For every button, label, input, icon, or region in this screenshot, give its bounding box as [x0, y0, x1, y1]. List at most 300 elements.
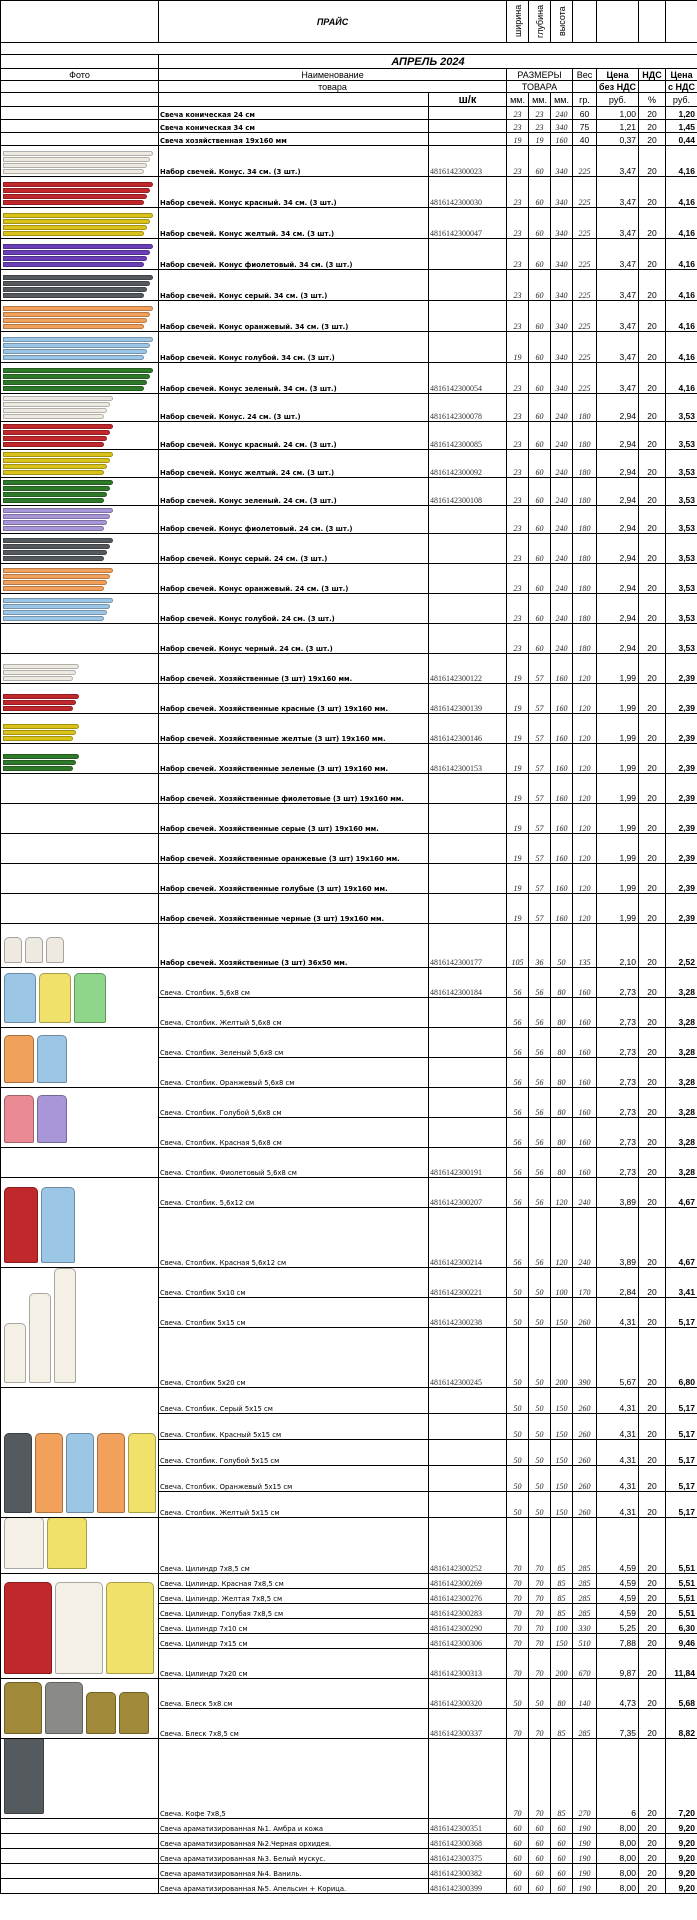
pillar-candle	[4, 1433, 32, 1513]
candle-photo	[1, 1518, 159, 1574]
taper-candle	[3, 151, 153, 156]
size-depth: 57	[529, 834, 551, 864]
size-depth: 50	[529, 1388, 551, 1414]
barcode	[429, 834, 507, 864]
vat-rate: 20	[639, 1298, 666, 1328]
product-name: Свеча. Цилиндр 7х10 см	[159, 1619, 429, 1634]
col-sizes-sub: ТОВАРА	[507, 81, 573, 93]
price-without-vat: 4,31	[597, 1492, 639, 1518]
weight: 285	[573, 1604, 597, 1619]
weight: 120	[573, 684, 597, 714]
spacer-row	[1, 43, 697, 55]
barcode	[429, 1088, 507, 1118]
barcode: 4816142300078	[429, 394, 507, 422]
size-depth: 50	[529, 1298, 551, 1328]
size-height: 100	[551, 1268, 573, 1298]
candle-photo	[1, 744, 159, 774]
size-width: 23	[507, 270, 529, 301]
size-width: 105	[507, 924, 529, 968]
weight: 225	[573, 177, 597, 208]
size-width: 56	[507, 1208, 529, 1268]
pillar-candles-image	[4, 1095, 67, 1143]
product-name: Набор свечей. Конус зеленый. 24 см. (3 шт.)	[159, 478, 429, 506]
price-with-vat: 2,52	[666, 924, 697, 968]
size-height: 80	[551, 968, 573, 998]
price-with-vat: 3,53	[666, 594, 697, 624]
vat-rate: 20	[639, 1619, 666, 1634]
col-vat: НДС	[639, 69, 666, 81]
barcode	[429, 270, 507, 301]
product-name: Свеча. Цилиндр. Красная 7х8,5 см	[159, 1574, 429, 1589]
price-with-vat: 3,53	[666, 422, 697, 450]
candle-photo	[1, 684, 159, 714]
price-without-vat: 2,94	[597, 564, 639, 594]
col-weight-sub	[573, 81, 597, 93]
price-without-vat: 4,31	[597, 1440, 639, 1466]
photo-cell	[1, 864, 159, 894]
price-with-vat: 9,20	[666, 1819, 697, 1834]
pillar-candle	[37, 1035, 67, 1083]
size-depth: 60	[529, 534, 551, 564]
weight: 120	[573, 804, 597, 834]
size-depth: 57	[529, 864, 551, 894]
size-height: 80	[551, 998, 573, 1028]
pillar-candle	[45, 1682, 83, 1734]
vat-rate: 20	[639, 1634, 666, 1649]
candle-set-image	[3, 181, 153, 205]
product-name: Свеча. Столбик. 5,6х8 см	[159, 968, 429, 998]
size-depth: 60	[529, 1849, 551, 1864]
candle-set-image	[3, 367, 153, 391]
taper-candle	[3, 324, 144, 329]
taper-candle	[3, 374, 150, 379]
barcode: 4816142300337	[429, 1709, 507, 1739]
candle-set-image	[3, 567, 113, 591]
price-with-vat: 3,28	[666, 1088, 697, 1118]
barcode: 4816142300085	[429, 422, 507, 450]
size-depth: 60	[529, 177, 551, 208]
barcode: 4816142300153	[429, 744, 507, 774]
size-height: 60	[551, 1864, 573, 1879]
pillar-candle	[55, 1582, 103, 1674]
table-row	[1, 107, 697, 120]
vat-rate: 20	[639, 1864, 666, 1879]
title-blank-5	[666, 1, 697, 43]
price-without-vat: 2,94	[597, 506, 639, 534]
candle-photo	[1, 478, 159, 506]
col-barcode: ш/к	[429, 93, 507, 107]
size-width: 70	[507, 1739, 529, 1819]
size-height: 150	[551, 1414, 573, 1440]
col-name-sub: товара	[159, 81, 507, 93]
product-name: Свеча. Столбик. Оранжевый 5,6х8 см	[159, 1058, 429, 1088]
vat-rate: 20	[639, 506, 666, 534]
size-width: 19	[507, 684, 529, 714]
vat-rate: 20	[639, 208, 666, 239]
taper-candle	[3, 262, 144, 267]
weight: 160	[573, 1148, 597, 1178]
size-height: 85	[551, 1589, 573, 1604]
price-without-vat: 1,00	[597, 107, 639, 120]
table-row	[1, 363, 697, 394]
vat-rate: 20	[639, 239, 666, 270]
taper-candle	[3, 408, 107, 413]
size-height: 160	[551, 744, 573, 774]
table-row	[1, 1739, 697, 1819]
weight: 190	[573, 1864, 597, 1879]
table-row	[1, 478, 697, 506]
size-height: 60	[551, 1849, 573, 1864]
photo-cell	[1, 133, 159, 146]
size-width: 50	[507, 1298, 529, 1328]
vat-rate: 20	[639, 1088, 666, 1118]
size-depth: 60	[529, 1864, 551, 1879]
price-without-vat: 2,73	[597, 968, 639, 998]
vat-rate: 20	[639, 1058, 666, 1088]
price-with-vat: 9,46	[666, 1634, 697, 1649]
price-without-vat: 1,99	[597, 864, 639, 894]
candle-photo	[1, 594, 159, 624]
price-with-vat: 3,28	[666, 1028, 697, 1058]
price-with-vat: 3,41	[666, 1268, 697, 1298]
vat-rate: 20	[639, 1268, 666, 1298]
unit-rub-vat: руб.	[666, 93, 697, 107]
taper-candle	[3, 514, 110, 519]
vat-rate: 20	[639, 1834, 666, 1849]
weight: 160	[573, 1058, 597, 1088]
taper-candle	[3, 281, 150, 286]
pillar-candle	[106, 1582, 154, 1674]
size-depth: 70	[529, 1739, 551, 1819]
size-depth: 60	[529, 624, 551, 654]
table-row	[1, 301, 697, 332]
size-height: 160	[551, 133, 573, 146]
product-name: Набор свечей. Хозяйственные (3 шт) 19х160 мм.	[159, 654, 429, 684]
barcode: 4816142300238	[429, 1298, 507, 1328]
vat-rate: 20	[639, 1414, 666, 1440]
vat-rate: 20	[639, 1589, 666, 1604]
weight: 390	[573, 1328, 597, 1388]
vat-rate: 20	[639, 998, 666, 1028]
vat-rate: 20	[639, 624, 666, 654]
candle-photo	[1, 1178, 159, 1268]
weight: 240	[573, 1178, 597, 1208]
table-row	[1, 1148, 697, 1178]
price-with-vat: 2,39	[666, 804, 697, 834]
taper-candle	[3, 368, 153, 373]
price-without-vat: 8,00	[597, 1819, 639, 1834]
candle-photo	[1, 177, 159, 208]
size-depth: 60	[529, 363, 551, 394]
price-without-vat: 4,31	[597, 1388, 639, 1414]
size-width: 19	[507, 332, 529, 363]
pillar-candle	[4, 1035, 34, 1083]
product-name: Свеча. Столбик. Желтый 5х15 см	[159, 1492, 429, 1518]
vat-rate: 20	[639, 774, 666, 804]
size-height: 240	[551, 107, 573, 120]
column-subheader-row	[1, 81, 697, 93]
taper-candle	[3, 470, 104, 475]
size-depth: 70	[529, 1518, 551, 1574]
barcode: 4816142300184	[429, 968, 507, 998]
size-width: 56	[507, 1148, 529, 1178]
size-depth: 60	[529, 506, 551, 534]
vat-rate: 20	[639, 1709, 666, 1739]
taper-candle	[3, 337, 153, 342]
table-row	[1, 239, 697, 270]
size-width: 19	[507, 864, 529, 894]
table-row	[1, 208, 697, 239]
price-with-vat: 5,17	[666, 1440, 697, 1466]
photo-cell	[1, 107, 159, 120]
size-height: 160	[551, 714, 573, 744]
size-width: 70	[507, 1709, 529, 1739]
vat-rate: 20	[639, 1440, 666, 1466]
barcode: 4816142300245	[429, 1328, 507, 1388]
vat-rate: 20	[639, 1328, 666, 1388]
size-height: 150	[551, 1440, 573, 1466]
weight: 190	[573, 1849, 597, 1864]
photo-cell	[1, 1879, 159, 1894]
size-depth: 23	[529, 120, 551, 133]
weight: 225	[573, 208, 597, 239]
size-height: 340	[551, 270, 573, 301]
size-width: 60	[507, 1879, 529, 1894]
size-height: 85	[551, 1518, 573, 1574]
title-blank-4	[639, 1, 666, 43]
vat-rate: 20	[639, 684, 666, 714]
table-row	[1, 894, 697, 924]
product-name: Свеча коническая 34 см	[159, 120, 429, 133]
taper-candle	[3, 610, 107, 615]
taper-candle	[3, 442, 104, 447]
size-width: 19	[507, 654, 529, 684]
taper-candle	[3, 250, 150, 255]
taper-candle	[3, 508, 113, 513]
weight: 260	[573, 1298, 597, 1328]
product-name: Набор свечей. Конус фиолетовый. 24 см. (3 шт.)	[159, 506, 429, 534]
table-row	[1, 924, 697, 968]
price-without-vat: 8,00	[597, 1849, 639, 1864]
photo-cell	[1, 804, 159, 834]
taper-candle	[3, 287, 147, 292]
taper-candle	[3, 157, 150, 162]
candle-photo	[1, 714, 159, 744]
size-width: 50	[507, 1440, 529, 1466]
price-without-vat: 4,59	[597, 1589, 639, 1604]
size-width: 23	[507, 506, 529, 534]
taper-candle	[3, 163, 147, 168]
price-without-vat: 3,89	[597, 1178, 639, 1208]
size-height: 240	[551, 624, 573, 654]
price-without-vat: 2,94	[597, 394, 639, 422]
size-height: 160	[551, 834, 573, 864]
price-without-vat: 2,73	[597, 1058, 639, 1088]
unit-mm-width: мм.	[507, 93, 529, 107]
size-depth: 57	[529, 684, 551, 714]
candle-set-image	[3, 753, 79, 771]
table-row	[1, 968, 697, 998]
table-row	[1, 1088, 697, 1118]
weight: 225	[573, 301, 597, 332]
price-with-vat: 4,67	[666, 1208, 697, 1268]
size-depth: 70	[529, 1589, 551, 1604]
size-depth: 57	[529, 894, 551, 924]
weight: 120	[573, 654, 597, 684]
table-row	[1, 1178, 697, 1208]
barcode	[429, 1118, 507, 1148]
product-name: Набор свечей. Хозяйственные голубые (3 шт) 19х160 мм.	[159, 864, 429, 894]
table-row	[1, 1879, 697, 1894]
barcode: 4816142300030	[429, 177, 507, 208]
size-width: 23	[507, 301, 529, 332]
size-width: 19	[507, 894, 529, 924]
price-with-vat: 2,39	[666, 774, 697, 804]
pillar-candle	[97, 1433, 125, 1513]
vat-rate: 20	[639, 714, 666, 744]
price-without-vat: 1,99	[597, 774, 639, 804]
size-depth: 50	[529, 1414, 551, 1440]
price-without-vat: 1,99	[597, 834, 639, 864]
vat-rate: 20	[639, 744, 666, 774]
size-height: 160	[551, 774, 573, 804]
size-depth: 50	[529, 1440, 551, 1466]
taper-candle	[3, 213, 153, 218]
barcode	[429, 1739, 507, 1819]
size-width: 19	[507, 744, 529, 774]
pillar-candles-image	[4, 1739, 44, 1815]
weight: 670	[573, 1649, 597, 1679]
table-row	[1, 774, 697, 804]
photo-cell	[1, 834, 159, 864]
size-depth: 56	[529, 1058, 551, 1088]
product-name: Набор свечей. Конус. 34 см. (3 шт.)	[159, 146, 429, 177]
table-row	[1, 450, 697, 478]
pillar-candles-image	[4, 1035, 67, 1083]
table-row	[1, 834, 697, 864]
barcode	[429, 1058, 507, 1088]
price-without-vat: 3,47	[597, 332, 639, 363]
weight: 225	[573, 146, 597, 177]
pillar-candle	[128, 1433, 156, 1513]
weight: 135	[573, 924, 597, 968]
barcode: 4816142300313	[429, 1649, 507, 1679]
price-with-vat: 2,39	[666, 714, 697, 744]
size-height: 80	[551, 1148, 573, 1178]
size-depth: 60	[529, 208, 551, 239]
weight: 180	[573, 422, 597, 450]
table-row	[1, 133, 697, 146]
size-height: 200	[551, 1649, 573, 1679]
taper-candle	[3, 700, 76, 705]
size-width: 19	[507, 133, 529, 146]
candle-set-image	[3, 243, 153, 267]
size-depth: 60	[529, 1819, 551, 1834]
taper-candle	[3, 312, 150, 317]
size-depth: 56	[529, 968, 551, 998]
pillar-candle	[4, 937, 22, 963]
size-depth: 56	[529, 1148, 551, 1178]
price-without-vat: 8,00	[597, 1864, 639, 1879]
vat-rate: 20	[639, 1118, 666, 1148]
price-with-vat: 5,17	[666, 1388, 697, 1414]
size-width: 60	[507, 1864, 529, 1879]
product-name: Свеча. Столбик. Оранжевый 5х15 см	[159, 1466, 429, 1492]
units-name	[159, 93, 429, 107]
table-row	[1, 564, 697, 594]
price-without-vat: 5,25	[597, 1619, 639, 1634]
price-with-vat: 3,28	[666, 1118, 697, 1148]
candle-set-image	[3, 537, 113, 561]
product-name: Свеча. Столбик 5х10 см	[159, 1268, 429, 1298]
taper-candle	[3, 396, 113, 401]
size-width: 56	[507, 1058, 529, 1088]
weight: 160	[573, 1118, 597, 1148]
size-height: 340	[551, 332, 573, 363]
taper-candle	[3, 492, 107, 497]
size-height: 60	[551, 1819, 573, 1834]
size-height: 150	[551, 1634, 573, 1649]
vat-rate: 20	[639, 1492, 666, 1518]
title-row	[1, 1, 697, 43]
candle-set-image	[3, 423, 113, 447]
size-depth: 60	[529, 270, 551, 301]
vat-rate: 20	[639, 422, 666, 450]
photo-cell	[1, 1849, 159, 1864]
size-height: 160	[551, 684, 573, 714]
taper-candle	[3, 568, 113, 573]
barcode: 4816142300139	[429, 684, 507, 714]
table-row	[1, 394, 697, 422]
product-name: Свеча. Столбик. Красный 5х15 см	[159, 1414, 429, 1440]
size-height: 240	[551, 422, 573, 450]
taper-candle	[3, 386, 144, 391]
table-row	[1, 804, 697, 834]
vat-rate: 20	[639, 1849, 666, 1864]
product-rows	[1, 107, 697, 1894]
size-height: 240	[551, 534, 573, 564]
table-row	[1, 594, 697, 624]
unit-pct: %	[639, 93, 666, 107]
price-with-vat: 4,16	[666, 177, 697, 208]
size-width: 56	[507, 968, 529, 998]
candle-photo	[1, 394, 159, 422]
table-row	[1, 654, 697, 684]
barcode	[429, 1466, 507, 1492]
weight: 285	[573, 1709, 597, 1739]
barcode	[429, 332, 507, 363]
size-width: 23	[507, 208, 529, 239]
size-depth: 60	[529, 239, 551, 270]
size-height: 240	[551, 564, 573, 594]
weight: 75	[573, 120, 597, 133]
pillar-candles-image	[4, 1682, 149, 1734]
table-row	[1, 1864, 697, 1879]
size-depth: 70	[529, 1649, 551, 1679]
photo-cell	[1, 774, 159, 804]
vat-rate: 20	[639, 1649, 666, 1679]
taper-candle	[3, 670, 76, 675]
product-name: Свеча. Цилиндр. Желтая 7х8,5 см	[159, 1589, 429, 1604]
size-height: 150	[551, 1466, 573, 1492]
price-without-vat: 2,73	[597, 1028, 639, 1058]
taper-candle	[3, 486, 110, 491]
size-depth: 56	[529, 998, 551, 1028]
weight: 180	[573, 394, 597, 422]
vat-rate: 20	[639, 894, 666, 924]
price-without-vat: 2,94	[597, 450, 639, 478]
price-without-vat: 3,47	[597, 146, 639, 177]
